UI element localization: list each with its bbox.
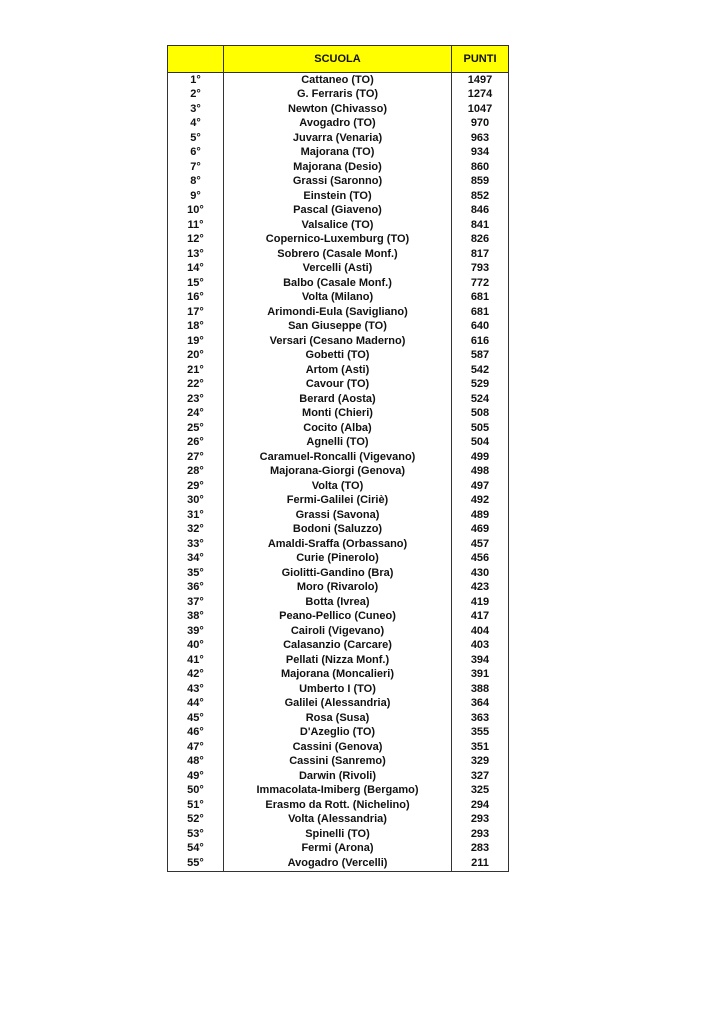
cell-school: Immacolata-Imiberg (Bergamo) [224, 784, 452, 799]
cell-school: Majorana (Desio) [224, 160, 452, 175]
cell-school: Vercelli (Asti) [224, 262, 452, 277]
table-row [168, 436, 509, 451]
cell-rank: 48° [168, 755, 224, 770]
table-row [168, 218, 509, 233]
cell-school: Juvarra (Venaria) [224, 131, 452, 146]
cell-points: 293 [452, 827, 509, 842]
table-row [168, 769, 509, 784]
cell-rank: 44° [168, 697, 224, 712]
cell-school: Agnelli (TO) [224, 436, 452, 451]
table-row [168, 610, 509, 625]
cell-rank: 2° [168, 88, 224, 103]
cell-school: G. Ferraris (TO) [224, 88, 452, 103]
cell-school: Caramuel-Roncalli (Vigevano) [224, 450, 452, 465]
cell-points: 529 [452, 378, 509, 393]
cell-points: 394 [452, 653, 509, 668]
cell-school: Darwin (Rivoli) [224, 769, 452, 784]
table-row [168, 276, 509, 291]
cell-rank: 4° [168, 117, 224, 132]
cell-school: Balbo (Casale Monf.) [224, 276, 452, 291]
cell-school: D'Azeglio (TO) [224, 726, 452, 741]
table-row [168, 102, 509, 117]
table-row [168, 392, 509, 407]
table-row [168, 320, 509, 335]
cell-rank: 6° [168, 146, 224, 161]
table-body [168, 73, 509, 872]
cell-rank: 7° [168, 160, 224, 175]
cell-rank: 8° [168, 175, 224, 190]
cell-rank: 10° [168, 204, 224, 219]
table-row [168, 334, 509, 349]
cell-school: Grassi (Savona) [224, 508, 452, 523]
cell-school: Einstein (TO) [224, 189, 452, 204]
cell-rank: 12° [168, 233, 224, 248]
table-header [168, 46, 509, 73]
cell-rank: 17° [168, 305, 224, 320]
cell-points: 542 [452, 363, 509, 378]
cell-points: 793 [452, 262, 509, 277]
table-row [168, 117, 509, 132]
cell-points: 388 [452, 682, 509, 697]
cell-points: 489 [452, 508, 509, 523]
cell-school: Gobetti (TO) [224, 349, 452, 364]
cell-school: Volta (Alessandria) [224, 813, 452, 828]
table-row [168, 856, 509, 871]
table-row [168, 595, 509, 610]
cell-school: Grassi (Saronno) [224, 175, 452, 190]
cell-school: Cavour (TO) [224, 378, 452, 393]
cell-rank: 43° [168, 682, 224, 697]
cell-school: Majorana-Giorgi (Genova) [224, 465, 452, 480]
cell-school: Giolitti-Gandino (Bra) [224, 566, 452, 581]
table-row [168, 755, 509, 770]
cell-points: 616 [452, 334, 509, 349]
cell-points: 505 [452, 421, 509, 436]
cell-rank: 52° [168, 813, 224, 828]
cell-points: 970 [452, 117, 509, 132]
cell-points: 283 [452, 842, 509, 857]
cell-rank: 40° [168, 639, 224, 654]
cell-school: Copernico-Luxemburg (TO) [224, 233, 452, 248]
cell-rank: 35° [168, 566, 224, 581]
cell-rank: 24° [168, 407, 224, 422]
cell-rank: 41° [168, 653, 224, 668]
cell-points: 1274 [452, 88, 509, 103]
cell-school: Calasanzio (Carcare) [224, 639, 452, 654]
cell-points: 355 [452, 726, 509, 741]
cell-points: 329 [452, 755, 509, 770]
cell-school: Fermi-Galilei (Ciriè) [224, 494, 452, 509]
header-row [168, 46, 509, 73]
table-row [168, 697, 509, 712]
table-row [168, 131, 509, 146]
cell-points: 492 [452, 494, 509, 509]
table-row [168, 363, 509, 378]
table-row [168, 552, 509, 567]
cell-school: Rosa (Susa) [224, 711, 452, 726]
table-row [168, 624, 509, 639]
cell-points: 498 [452, 465, 509, 480]
table-row [168, 740, 509, 755]
cell-school: Cattaneo (TO) [224, 73, 452, 88]
cell-school: Cairoli (Vigevano) [224, 624, 452, 639]
cell-school: San Giuseppe (TO) [224, 320, 452, 335]
cell-school: Erasmo da Rott. (Nichelino) [224, 798, 452, 813]
cell-points: 403 [452, 639, 509, 654]
cell-rank: 16° [168, 291, 224, 306]
cell-school: Newton (Chivasso) [224, 102, 452, 117]
table-row [168, 175, 509, 190]
cell-points: 524 [452, 392, 509, 407]
cell-points: 364 [452, 697, 509, 712]
cell-rank: 46° [168, 726, 224, 741]
cell-points: 817 [452, 247, 509, 262]
cell-points: 587 [452, 349, 509, 364]
cell-points: 423 [452, 581, 509, 596]
cell-points: 934 [452, 146, 509, 161]
cell-rank: 1° [168, 73, 224, 88]
cell-points: 504 [452, 436, 509, 451]
cell-rank: 19° [168, 334, 224, 349]
cell-rank: 25° [168, 421, 224, 436]
table-row [168, 494, 509, 509]
cell-rank: 32° [168, 523, 224, 538]
cell-school: Avogadro (Vercelli) [224, 856, 452, 871]
cell-school: Majorana (TO) [224, 146, 452, 161]
cell-school: Sobrero (Casale Monf.) [224, 247, 452, 262]
cell-school: Peano-Pellico (Cuneo) [224, 610, 452, 625]
table-row [168, 247, 509, 262]
table-row [168, 73, 509, 88]
table-row [168, 160, 509, 175]
table-row [168, 233, 509, 248]
cell-rank: 26° [168, 436, 224, 451]
cell-rank: 42° [168, 668, 224, 683]
table-row [168, 726, 509, 741]
table-row [168, 784, 509, 799]
table-row [168, 798, 509, 813]
table-row [168, 566, 509, 581]
cell-school: Versari (Cesano Maderno) [224, 334, 452, 349]
cell-rank: 55° [168, 856, 224, 871]
cell-rank: 18° [168, 320, 224, 335]
cell-points: 469 [452, 523, 509, 538]
table-row [168, 349, 509, 364]
cell-school: Volta (TO) [224, 479, 452, 494]
cell-points: 859 [452, 175, 509, 190]
cell-school: Majorana (Moncalieri) [224, 668, 452, 683]
cell-points: 293 [452, 813, 509, 828]
cell-rank: 50° [168, 784, 224, 799]
table-row [168, 88, 509, 103]
cell-points: 404 [452, 624, 509, 639]
cell-points: 325 [452, 784, 509, 799]
cell-rank: 31° [168, 508, 224, 523]
table-row [168, 291, 509, 306]
table-row [168, 682, 509, 697]
cell-school: Berard (Aosta) [224, 392, 452, 407]
table-row [168, 305, 509, 320]
table-row [168, 189, 509, 204]
cell-school: Monti (Chieri) [224, 407, 452, 422]
table-row [168, 537, 509, 552]
table-row [168, 450, 509, 465]
cell-school: Valsalice (TO) [224, 218, 452, 233]
cell-points: 457 [452, 537, 509, 552]
cell-school: Arimondi-Eula (Savigliano) [224, 305, 452, 320]
cell-points: 294 [452, 798, 509, 813]
cell-rank: 53° [168, 827, 224, 842]
cell-school: Umberto I (TO) [224, 682, 452, 697]
ranking-table [167, 45, 509, 872]
cell-rank: 45° [168, 711, 224, 726]
cell-rank: 3° [168, 102, 224, 117]
cell-points: 456 [452, 552, 509, 567]
cell-rank: 37° [168, 595, 224, 610]
table-row [168, 523, 509, 538]
cell-rank: 14° [168, 262, 224, 277]
table-row [168, 508, 509, 523]
table-row [168, 146, 509, 161]
cell-school: Spinelli (TO) [224, 827, 452, 842]
cell-points: 772 [452, 276, 509, 291]
cell-points: 211 [452, 856, 509, 871]
table-row [168, 813, 509, 828]
cell-points: 826 [452, 233, 509, 248]
cell-rank: 27° [168, 450, 224, 465]
table-row [168, 827, 509, 842]
cell-points: 417 [452, 610, 509, 625]
cell-school: Cocito (Alba) [224, 421, 452, 436]
cell-points: 419 [452, 595, 509, 610]
table-row [168, 668, 509, 683]
cell-points: 430 [452, 566, 509, 581]
cell-points: 1497 [452, 73, 509, 88]
cell-rank: 11° [168, 218, 224, 233]
cell-points: 327 [452, 769, 509, 784]
cell-rank: 54° [168, 842, 224, 857]
cell-points: 391 [452, 668, 509, 683]
cell-school: Cassini (Genova) [224, 740, 452, 755]
cell-points: 499 [452, 450, 509, 465]
cell-rank: 5° [168, 131, 224, 146]
cell-points: 860 [452, 160, 509, 175]
cell-rank: 13° [168, 247, 224, 262]
cell-school: Volta (Milano) [224, 291, 452, 306]
cell-rank: 20° [168, 349, 224, 364]
cell-school: Curie (Pinerolo) [224, 552, 452, 567]
cell-rank: 47° [168, 740, 224, 755]
cell-school: Fermi (Arona) [224, 842, 452, 857]
cell-rank: 29° [168, 479, 224, 494]
cell-points: 852 [452, 189, 509, 204]
table-row [168, 653, 509, 668]
cell-rank: 22° [168, 378, 224, 393]
cell-rank: 33° [168, 537, 224, 552]
header-school: SCUOLA [224, 46, 452, 73]
cell-school: Pellati (Nizza Monf.) [224, 653, 452, 668]
cell-school: Galilei (Alessandria) [224, 697, 452, 712]
cell-points: 497 [452, 479, 509, 494]
cell-points: 363 [452, 711, 509, 726]
table-row [168, 842, 509, 857]
cell-rank: 30° [168, 494, 224, 509]
table-row [168, 378, 509, 393]
cell-points: 846 [452, 204, 509, 219]
cell-points: 963 [452, 131, 509, 146]
cell-rank: 36° [168, 581, 224, 596]
cell-rank: 9° [168, 189, 224, 204]
cell-rank: 28° [168, 465, 224, 480]
cell-points: 1047 [452, 102, 509, 117]
cell-school: Pascal (Giaveno) [224, 204, 452, 219]
cell-rank: 21° [168, 363, 224, 378]
cell-rank: 15° [168, 276, 224, 291]
cell-school: Bodoni (Saluzzo) [224, 523, 452, 538]
cell-school: Moro (Rivarolo) [224, 581, 452, 596]
cell-points: 508 [452, 407, 509, 422]
cell-rank: 23° [168, 392, 224, 407]
table-row [168, 262, 509, 277]
cell-school: Artom (Asti) [224, 363, 452, 378]
header-rank [168, 46, 224, 73]
cell-rank: 51° [168, 798, 224, 813]
cell-rank: 34° [168, 552, 224, 567]
cell-rank: 38° [168, 610, 224, 625]
table-row [168, 581, 509, 596]
cell-rank: 49° [168, 769, 224, 784]
cell-points: 640 [452, 320, 509, 335]
table-row [168, 204, 509, 219]
cell-school: Cassini (Sanremo) [224, 755, 452, 770]
header-points: PUNTI [452, 46, 509, 73]
cell-points: 841 [452, 218, 509, 233]
table-row [168, 465, 509, 480]
cell-school: Avogadro (TO) [224, 117, 452, 132]
cell-points: 681 [452, 305, 509, 320]
cell-points: 351 [452, 740, 509, 755]
cell-school: Botta (Ivrea) [224, 595, 452, 610]
table-row [168, 639, 509, 654]
cell-rank: 39° [168, 624, 224, 639]
cell-points: 681 [452, 291, 509, 306]
table-row [168, 421, 509, 436]
table-row [168, 407, 509, 422]
table-row [168, 479, 509, 494]
cell-school: Amaldi-Sraffa (Orbassano) [224, 537, 452, 552]
table-row [168, 711, 509, 726]
